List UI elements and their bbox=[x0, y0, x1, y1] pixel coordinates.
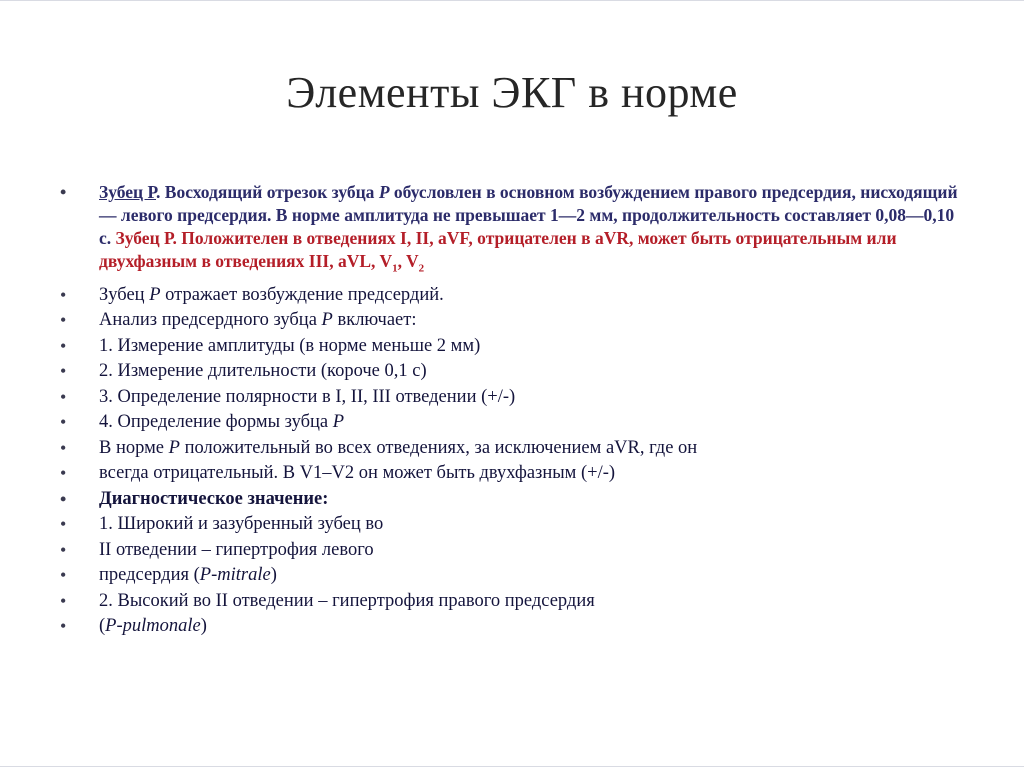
list-item bbox=[60, 308, 970, 334]
text-fragment: Анализ предсердного зубца bbox=[99, 310, 322, 330]
list-item bbox=[60, 563, 970, 589]
list-item bbox=[60, 614, 970, 640]
subscript: 2 bbox=[418, 262, 425, 275]
slide-title: Элементы ЭКГ в норме bbox=[286, 68, 738, 117]
text-fragment: , V bbox=[397, 251, 419, 271]
text-fragment: предсердия ( bbox=[99, 565, 200, 585]
list-item: • II отведении – гипертрофия левого bbox=[60, 538, 970, 564]
text-fragment: P bbox=[321, 310, 333, 330]
text-fragment: отражает возбуждение предсердий. bbox=[160, 284, 444, 305]
bullet-list bbox=[60, 181, 970, 640]
list-item: • 2. Измерение длительности (короче 0,1 с) bbox=[60, 359, 970, 385]
list-item: • 1. Измерение амплитуды (в норме меньше 2 мм) bbox=[60, 334, 970, 360]
list-item bbox=[60, 410, 970, 436]
text-fragment: включает: bbox=[332, 310, 417, 330]
list-item: • всегда отрицательный. В V1–V2 он может быть двухфазным (+/-) bbox=[60, 461, 970, 487]
text-fragment: Зубец Р. Положителен в отведениях I, II, aVF, отрицателен в aVR, может быть отрицательным или двухфазным в отведениях III, aVL, V bbox=[99, 228, 897, 271]
highlighted-text bbox=[99, 228, 897, 275]
text-fragment: Зубец bbox=[99, 284, 150, 305]
text-fragment: положительный во всех отведениях, за исключением aVR, где он bbox=[179, 437, 698, 458]
text-fragment: В норме bbox=[99, 437, 169, 458]
text-fragment: ) bbox=[200, 616, 207, 636]
list-item-heading: • Диагностическое значение: bbox=[60, 487, 970, 513]
text-fragment: P-mitrale bbox=[199, 565, 271, 585]
list-item-p-wave-description bbox=[60, 181, 970, 281]
text-fragment: 4. Определение формы зубца bbox=[99, 412, 333, 432]
text-fragment: P bbox=[378, 182, 390, 202]
list-item bbox=[60, 436, 970, 462]
list-item bbox=[60, 283, 970, 309]
text-fragment: P-pulmonale bbox=[105, 616, 201, 636]
slide-content bbox=[60, 181, 970, 640]
list-item: • 3. Определение полярности в I, II, III отведении (+/-) bbox=[60, 385, 970, 411]
text-fragment: P bbox=[332, 412, 345, 432]
text-fragment: P bbox=[168, 437, 180, 458]
text-fragment: P bbox=[149, 284, 161, 305]
p-wave-term: Зубец Р bbox=[99, 182, 157, 202]
text-fragment: . Восходящий отрезок зубца bbox=[156, 182, 379, 202]
text-fragment: ( bbox=[99, 616, 106, 636]
list-item: • 2. Высокий во II отведении – гипертрофия правого предсердия bbox=[60, 589, 970, 615]
text-fragment: ) bbox=[270, 565, 277, 585]
subscript: 1 bbox=[392, 262, 398, 275]
text-fragment: обусловлен в основном возбуждением правого предсердия, нисходящий — левого предсердия. В норме амплитуда не превышает 1—2 мм, продолжительность составляет 0,08—0,10 с. bbox=[99, 182, 958, 248]
list-item: • 1. Широкий и зазубренный зубец во bbox=[60, 512, 970, 538]
